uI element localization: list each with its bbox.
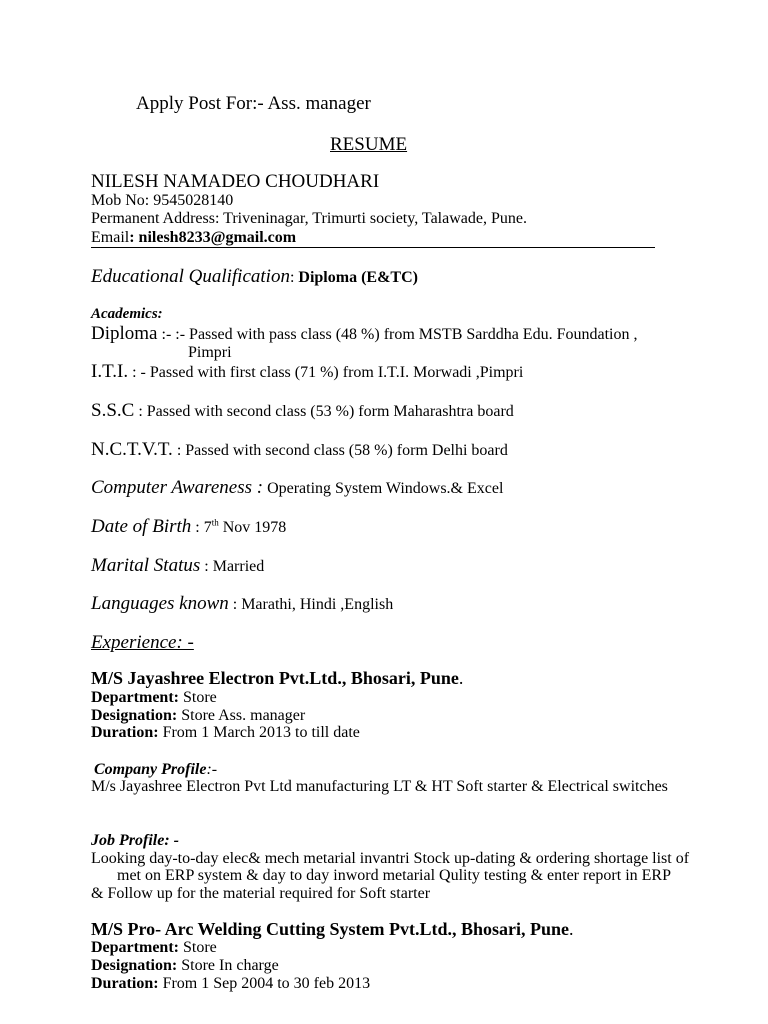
diploma-sep: :- bbox=[157, 326, 176, 343]
resume-title: RESUME bbox=[330, 134, 408, 155]
job1-department-label: Department: bbox=[91, 689, 179, 706]
marital-label: Marital Status bbox=[91, 555, 201, 576]
computer-value: Operating System Windows.& Excel bbox=[263, 480, 504, 497]
job1-company-profile-label: Company Profile bbox=[94, 761, 207, 778]
mobile-line bbox=[91, 191, 233, 211]
experience-heading: Experience: - bbox=[91, 632, 194, 653]
nctvt-label: N.C.T.V.T. bbox=[91, 439, 173, 460]
job1-company: M/S Jayashree Electron Pvt.Ltd., Bhosari, Pune bbox=[91, 668, 459, 688]
mobile-number: 9545028140 bbox=[153, 192, 234, 209]
job1-company-profile-sep: :- bbox=[206, 761, 218, 778]
computer-label: Computer Awareness : bbox=[91, 477, 264, 498]
ssc-text: Passed with second class (53 %) form Maharashtra board bbox=[146, 403, 514, 420]
job2-designation bbox=[91, 956, 279, 976]
iti-sep: : - bbox=[128, 364, 150, 381]
languages-label: Languages known bbox=[91, 593, 229, 614]
education-heading: Educational Qualification bbox=[91, 266, 290, 287]
email-value: : nilesh8233@gmail.com bbox=[129, 229, 297, 246]
job1-job-profile-heading: Job Profile: - bbox=[91, 832, 179, 849]
job1-job-profile-line2: met on ERP system & day to day inword metarial Qulity testing & enter report in ERP bbox=[117, 867, 671, 884]
job2-department bbox=[91, 938, 217, 958]
job2-duration-value: From 1 Sep 2004 to 30 feb 2013 bbox=[158, 975, 371, 992]
apply-post-line bbox=[136, 93, 371, 115]
education-line bbox=[91, 266, 418, 288]
diploma-label: Diploma bbox=[91, 323, 158, 344]
address-label: Permanent Address: bbox=[91, 210, 224, 227]
job1-job-profile-line1: Looking day-to-day elec& mech metarial invantri Stock up-dating & ordering shortage list of bbox=[91, 850, 690, 867]
job1-duration-value: From 1 March 2013 to till date bbox=[158, 724, 360, 741]
job1-duration bbox=[91, 723, 360, 743]
diploma-text: :- Passed with pass class (48 %) from MSTB Sarddha Edu. Foundation , bbox=[175, 326, 638, 343]
education-value: Diploma (E&TC) bbox=[298, 269, 418, 286]
candidate-name: NILESH NAMADEO CHOUDHARI bbox=[91, 171, 380, 192]
ssc-label: S.S.C bbox=[91, 400, 135, 421]
job2-department-label: Department: bbox=[91, 939, 179, 956]
education-sep: : bbox=[289, 269, 299, 286]
languages-sep: : bbox=[228, 596, 242, 613]
job1-job-profile-line3: & Follow up for the material required for Soft starter bbox=[91, 885, 431, 902]
mobile-label: Mob No: bbox=[91, 192, 154, 209]
job2-designation-value: Store In charge bbox=[177, 957, 279, 974]
computer-line bbox=[91, 477, 503, 499]
iti-line bbox=[91, 361, 523, 383]
nctvt-text: Passed with second class (58 %) form Delhi board bbox=[185, 442, 508, 459]
apply-post-value: Ass. manager bbox=[267, 93, 371, 114]
academics-heading: Academics: bbox=[91, 306, 163, 322]
marital-line bbox=[91, 555, 264, 577]
job2-company: M/S Pro- Arc Welding Cutting System Pvt.Ltd., Bhosari, Pune bbox=[91, 919, 570, 939]
job2-duration-label: Duration: bbox=[91, 975, 159, 992]
ssc-line bbox=[91, 400, 514, 422]
languages-line bbox=[91, 593, 393, 615]
job1-department bbox=[91, 688, 217, 708]
diploma-line bbox=[91, 323, 637, 345]
email-label: Email bbox=[91, 229, 130, 246]
languages-value: Marathi, Hindi ,English bbox=[241, 596, 394, 613]
job2-duration bbox=[91, 974, 370, 994]
diploma-continuation: Pimpri bbox=[188, 344, 232, 361]
job2-department-value: Store bbox=[178, 939, 217, 956]
job1-designation-label: Designation: bbox=[91, 707, 178, 724]
job1-designation-value: Store Ass. manager bbox=[177, 707, 306, 724]
dob-label: Date of Birth bbox=[91, 516, 192, 537]
nctvt-line bbox=[91, 439, 508, 461]
apply-post-label: Apply Post For:- bbox=[136, 93, 268, 114]
email-line bbox=[91, 228, 296, 248]
marital-value: Married bbox=[212, 558, 265, 575]
job1-company-profile-text: M/s Jayashree Electron Pvt Ltd manufacturing LT & HT Soft starter & Electrical switches bbox=[91, 778, 668, 795]
nctvt-sep: : bbox=[172, 442, 186, 459]
ssc-sep: : bbox=[134, 403, 147, 420]
marital-sep: : bbox=[200, 558, 213, 575]
job1-duration-label: Duration: bbox=[91, 724, 159, 741]
job1-department-value: Store bbox=[178, 689, 217, 706]
iti-text: Passed with first class (71 %) from I.T.I. Morwadi ,Pimpri bbox=[149, 364, 524, 381]
address-value: Triveninagar, Trimurti society, Talawade, Pune. bbox=[223, 210, 527, 227]
dob-sep: : bbox=[191, 519, 204, 536]
dob-day: 7 bbox=[203, 519, 212, 536]
job2-company-line: M/S Pro- Arc Welding Cutting System Pvt.Ltd., Bhosari, Pune. bbox=[91, 919, 574, 939]
header-divider bbox=[91, 247, 655, 248]
job1-company-line: M/S Jayashree Electron Pvt.Ltd., Bhosari, Pune. bbox=[91, 668, 464, 688]
address-line bbox=[91, 209, 527, 229]
job2-designation-label: Designation: bbox=[91, 957, 178, 974]
iti-label: I.T.I. bbox=[91, 361, 129, 382]
dob-suffix: th bbox=[211, 517, 219, 528]
dob-rest: Nov 1978 bbox=[218, 519, 287, 536]
dob-line bbox=[91, 516, 286, 538]
